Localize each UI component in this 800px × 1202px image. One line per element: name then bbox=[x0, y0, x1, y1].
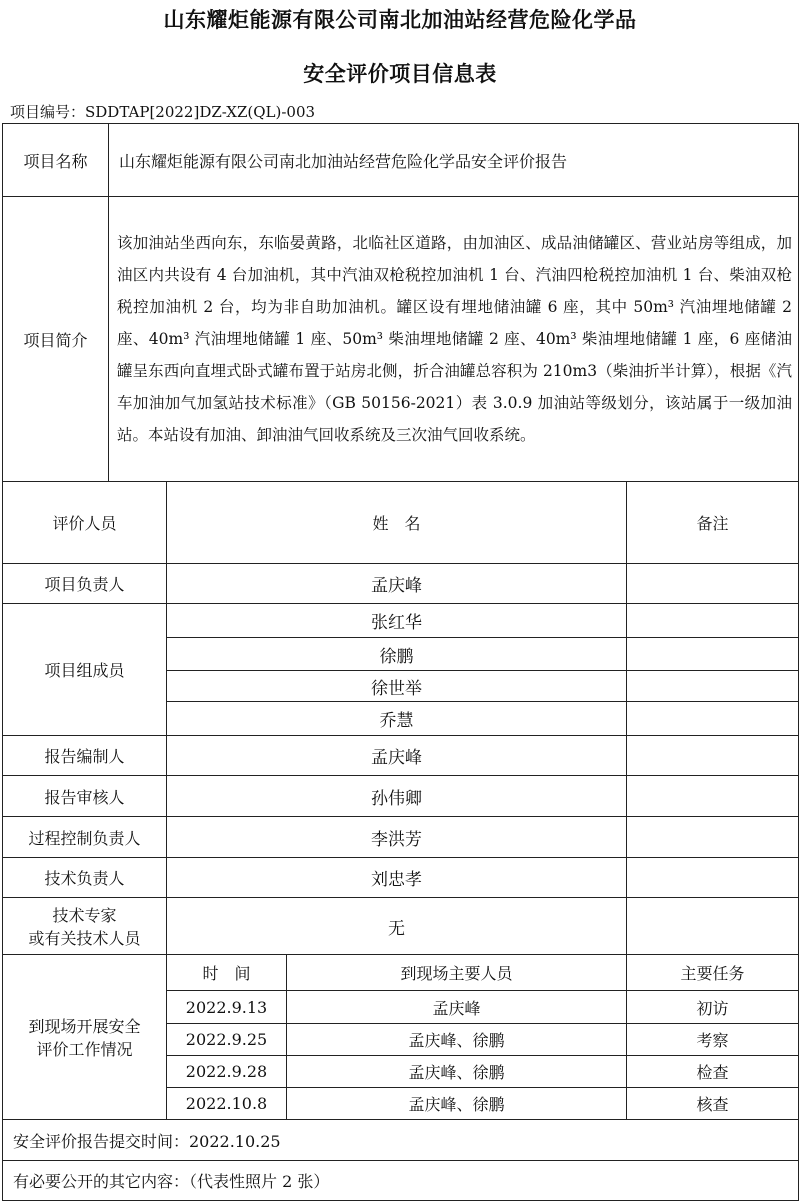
leader-note bbox=[627, 564, 799, 604]
project-intro-label: 项目简介 bbox=[3, 197, 109, 482]
leader-label: 项目负责人 bbox=[3, 564, 167, 604]
project-name-label: 项目名称 bbox=[3, 124, 109, 197]
site-work-people: 孟庆峰 bbox=[287, 991, 627, 1024]
process-label: 过程控制负责人 bbox=[3, 817, 167, 858]
title-line-2: 安全评价项目信息表 bbox=[303, 62, 497, 86]
col-people: 到现场主要人员 bbox=[287, 955, 627, 991]
process-note bbox=[627, 817, 799, 858]
project-intro-row bbox=[3, 197, 799, 482]
project-number: 项目编号：SDDTAP[2022]DZ-XZ(QL)-003 bbox=[10, 103, 316, 121]
site-work-time: 2022.9.13 bbox=[167, 991, 287, 1024]
compiler-name: 孟庆峰 bbox=[167, 736, 627, 776]
expert-label-line-2: 或有关技术人员 bbox=[28, 929, 141, 948]
site-work-people: 孟庆峰、徐鹏 bbox=[287, 1056, 627, 1088]
member-name: 徐鹏 bbox=[167, 638, 627, 671]
col-time: 时 间 bbox=[167, 955, 287, 991]
process-name: 李洪芳 bbox=[167, 817, 627, 858]
tech-name: 刘忠孝 bbox=[167, 858, 627, 898]
site-work-time: 2022.9.28 bbox=[167, 1056, 287, 1088]
other-content: 有必要公开的其它内容：（代表性照片 2 张） bbox=[3, 1161, 799, 1201]
site-work-label bbox=[3, 955, 167, 1120]
site-work-task: 检查 bbox=[627, 1056, 799, 1088]
reviewer-row bbox=[3, 776, 799, 817]
col-role: 评价人员 bbox=[3, 482, 167, 564]
member-note bbox=[627, 604, 799, 638]
members-label: 项目组成员 bbox=[3, 604, 167, 736]
submit-time-row bbox=[3, 1120, 799, 1161]
member-row bbox=[3, 604, 799, 638]
site-work-time: 2022.10.8 bbox=[167, 1088, 287, 1120]
site-work-label-line-1: 到现场开展安全 bbox=[28, 1017, 141, 1036]
other-content-row bbox=[3, 1161, 799, 1201]
expert-row bbox=[3, 898, 799, 955]
site-work-task: 考察 bbox=[627, 1024, 799, 1056]
member-name: 张红华 bbox=[167, 604, 627, 638]
project-name-value: 山东耀炬能源有限公司南北加油站经营危险化学品安全评价报告 bbox=[109, 124, 799, 197]
col-note: 备注 bbox=[627, 482, 799, 564]
tech-note bbox=[627, 858, 799, 898]
submit-time: 安全评价报告提交时间：2022.10.25 bbox=[3, 1120, 799, 1161]
expert-name: 无 bbox=[167, 898, 627, 955]
member-name: 徐世举 bbox=[167, 671, 627, 702]
member-note bbox=[627, 671, 799, 702]
tech-label: 技术负责人 bbox=[3, 858, 167, 898]
site-work-task: 核查 bbox=[627, 1088, 799, 1120]
leader-name: 孟庆峰 bbox=[167, 564, 627, 604]
site-work-task: 初访 bbox=[627, 991, 799, 1024]
personnel-header-row bbox=[3, 482, 799, 564]
expert-label bbox=[3, 898, 167, 955]
tech-row bbox=[3, 858, 799, 898]
process-row bbox=[3, 817, 799, 858]
title-line-1: 山东耀炬能源有限公司南北加油站经营危险化学品 bbox=[163, 8, 637, 32]
site-work-people: 孟庆峰、徐鹏 bbox=[287, 1088, 627, 1120]
member-note bbox=[627, 702, 799, 736]
col-name: 姓 名 bbox=[167, 482, 627, 564]
site-work-time: 2022.9.25 bbox=[167, 1024, 287, 1056]
compiler-note bbox=[627, 736, 799, 776]
reviewer-note bbox=[627, 776, 799, 817]
leader-row bbox=[3, 564, 799, 604]
expert-note bbox=[627, 898, 799, 955]
compiler-row bbox=[3, 736, 799, 776]
project-name-row bbox=[3, 124, 799, 197]
member-name: 乔慧 bbox=[167, 702, 627, 736]
compiler-label: 报告编制人 bbox=[3, 736, 167, 776]
project-intro-value: 该加油站坐西向东，东临晏黄路，北临社区道路，由加油区、成品油储罐区、营业站房等组成，加油区内共设有 4 台加油机，其中汽油双枪税控加油机 1 台、汽油四枪税控加油机 1 台、柴油双枪税控加油机 2 台，均为非自助加油机。罐区设有埋地储油罐 6 座，其中 50m³ 汽油埋地储罐 2 座、40m³ 汽油埋地储罐 1 座、50m³ 柴油埋地储罐 2 座、40m³ 柴油埋地储罐 1 座，6 座储油罐呈东西向直埋式卧式罐布置于站房北侧，折合油罐总容积为 210m3（柴油折半计算），根据《汽车加油加气加氢站技术标准》（GB 50156-2021）表 3.0.9 加油站等级划分，该站属于一级加油站。本站设有加油、卸油油气回收系统及三次油气回收系统。 bbox=[109, 197, 799, 482]
site-work-people: 孟庆峰、徐鹏 bbox=[287, 1024, 627, 1056]
info-table bbox=[2, 123, 799, 1201]
member-note bbox=[627, 638, 799, 671]
expert-label-line-1: 技术专家 bbox=[52, 906, 117, 925]
reviewer-label: 报告审核人 bbox=[3, 776, 167, 817]
site-work-header-row bbox=[3, 955, 799, 991]
col-task: 主要任务 bbox=[627, 955, 799, 991]
reviewer-name: 孙伟卿 bbox=[167, 776, 627, 817]
site-work-label-line-2: 评价工作情况 bbox=[36, 1040, 133, 1059]
